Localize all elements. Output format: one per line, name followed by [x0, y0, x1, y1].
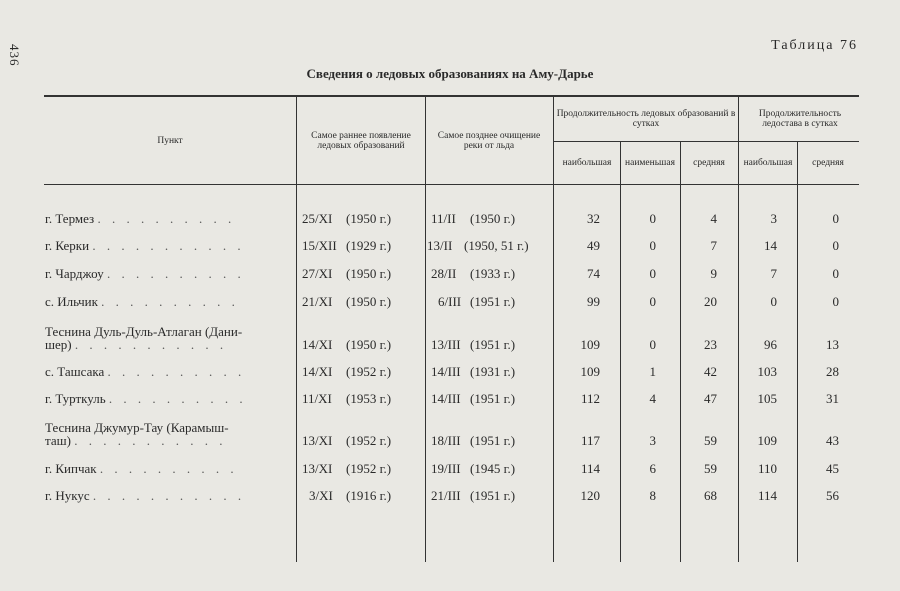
row-name: г. Керки . . . . . . . . . . . — [45, 238, 245, 253]
ice-avg: 47 — [704, 391, 717, 406]
ice-max: 112 — [580, 391, 600, 406]
table-label: Таблица 76 — [771, 38, 858, 53]
early-date: 3/XI — [309, 488, 333, 503]
header-ice-min: наименьшая — [625, 158, 675, 168]
ice-avg: 20 — [704, 294, 717, 309]
late-year: (1945 г.) — [470, 461, 516, 476]
header-ice-duration: Продолжительность ледовых образований в сутках — [556, 109, 736, 129]
early-date: 13/XI — [302, 461, 333, 476]
early-year: (1952 г.) — [346, 461, 392, 476]
freeze-max: 109 — [757, 433, 777, 448]
ice-max: 120 — [580, 488, 600, 503]
late-date: 13/III — [431, 337, 461, 352]
late-date: 13/II — [427, 238, 453, 253]
late-year: (1951 г.) — [470, 433, 516, 448]
early-date: 14/XI — [302, 364, 333, 379]
row-name: с. Ташсака . . . . . . . . . . — [45, 364, 246, 379]
early-year: (1953 г.) — [346, 391, 392, 406]
row-name: г. Турткуль . . . . . . . . . . — [45, 391, 247, 406]
header-freeze-avg: средняя — [812, 158, 844, 168]
late-year: (1951 г.) — [470, 337, 516, 352]
early-year: (1929 г.) — [346, 238, 392, 253]
late-date: 18/III — [431, 433, 461, 448]
header-ice-max: наибольшая — [562, 158, 612, 168]
header-freeze-max: наибольшая — [743, 158, 793, 168]
col-rule — [425, 96, 426, 562]
early-year: (1950 г.) — [346, 294, 392, 309]
late-date: 14/III — [431, 391, 461, 406]
freeze-avg: 0 — [832, 294, 839, 309]
freeze-max: 105 — [757, 391, 777, 406]
ice-avg: 42 — [704, 364, 717, 379]
freeze-avg: 13 — [826, 337, 839, 352]
late-date: 6/III — [438, 294, 462, 309]
freeze-max: 96 — [764, 337, 777, 352]
row-name-line2: таш) . . . . . . . . . . . — [45, 433, 227, 448]
early-year: (1952 г.) — [346, 433, 392, 448]
col-rule — [553, 96, 554, 562]
ice-min: 0 — [649, 211, 656, 226]
ice-avg: 59 — [704, 461, 717, 476]
freeze-avg: 45 — [826, 461, 839, 476]
early-date: 15/XII — [302, 238, 337, 253]
ice-min: 0 — [649, 294, 656, 309]
freeze-max: 110 — [757, 461, 777, 476]
ice-min: 0 — [649, 337, 656, 352]
freeze-avg: 31 — [826, 391, 839, 406]
row-name: г. Кипчак . . . . . . . . . . — [45, 461, 238, 476]
ice-min: 0 — [649, 238, 656, 253]
freeze-avg: 0 — [832, 266, 839, 281]
ice-max: 109 — [580, 337, 600, 352]
late-year: (1933 г.) — [470, 266, 516, 281]
row-name-line2: шер) . . . . . . . . . . . — [45, 337, 228, 352]
ice-max: 99 — [587, 294, 600, 309]
ice-avg: 4 — [710, 211, 717, 226]
row-name: г. Чарджоу . . . . . . . . . . — [45, 266, 245, 281]
late-date: 11/II — [431, 211, 456, 226]
ice-avg: 7 — [710, 238, 717, 253]
row-name: г. Термез . . . . . . . . . . — [45, 211, 236, 226]
header-latest: Самое позднее очищение реки от льда — [437, 130, 541, 151]
late-year: (1950 г.) — [470, 211, 516, 226]
late-year: (1951 г.) — [470, 488, 516, 503]
late-year: (1951 г.) — [470, 294, 516, 309]
ice-max: 49 — [587, 238, 600, 253]
early-date: 11/XI — [302, 391, 332, 406]
ice-max: 32 — [587, 211, 600, 226]
early-year: (1952 г.) — [346, 364, 392, 379]
freeze-avg: 0 — [832, 238, 839, 253]
early-date: 14/XI — [302, 337, 333, 352]
late-year: (1950, 51 г.) — [464, 238, 529, 253]
freeze-max: 103 — [757, 364, 777, 379]
early-date: 25/XI — [302, 211, 333, 226]
freeze-max: 7 — [770, 266, 777, 281]
header-point: Пункт — [157, 135, 183, 146]
freeze-max: 14 — [764, 238, 777, 253]
late-date: 28/II — [431, 266, 457, 281]
ice-avg: 59 — [704, 433, 717, 448]
row-name-line1: Теснина Дуль-Дуль-Атлаган (Дани- — [45, 324, 243, 339]
header-earliest: Самое раннее появление ледовых образований — [311, 130, 411, 151]
freeze-avg: 56 — [826, 488, 839, 503]
early-year: (1916 г.) — [346, 488, 392, 503]
early-year: (1950 г.) — [346, 266, 392, 281]
early-date: 21/XI — [302, 294, 333, 309]
ice-avg: 9 — [710, 266, 717, 281]
ice-min: 6 — [649, 461, 656, 476]
ice-min: 3 — [649, 433, 656, 448]
freeze-max: 114 — [757, 488, 777, 503]
early-date: 27/XI — [302, 266, 333, 281]
row-name: г. Нукус . . . . . . . . . . . — [45, 488, 246, 503]
late-date: 14/III — [431, 364, 461, 379]
ice-avg: 68 — [704, 488, 717, 503]
table-title: Сведения о ледовых образованиях на Аму-Дарье — [306, 66, 594, 81]
early-year: (1950 г.) — [346, 211, 392, 226]
ice-max: 114 — [580, 461, 600, 476]
late-year: (1931 г.) — [470, 364, 516, 379]
ice-max: 74 — [587, 266, 600, 281]
row-name: с. Ильчик . . . . . . . . . . — [45, 294, 239, 309]
ice-min: 4 — [649, 391, 656, 406]
early-date: 13/XI — [302, 433, 333, 448]
col-rule — [296, 96, 297, 562]
ice-max: 117 — [580, 433, 600, 448]
late-date: 19/III — [431, 461, 461, 476]
late-date: 21/III — [431, 488, 461, 503]
page-number: 436 — [7, 44, 22, 67]
ice-min: 0 — [649, 266, 656, 281]
freeze-max: 0 — [770, 294, 777, 309]
ice-min: 8 — [649, 488, 656, 503]
freeze-avg: 0 — [832, 211, 839, 226]
early-year: (1950 г.) — [346, 337, 392, 352]
header-bottom-rule — [44, 184, 859, 185]
row-name-line1: Теснина Джумур-Тау (Карамыш- — [45, 420, 229, 435]
freeze-max: 3 — [770, 211, 777, 226]
header-ice-avg: средняя — [693, 158, 725, 168]
freeze-avg: 28 — [826, 364, 839, 379]
ice-avg: 23 — [704, 337, 717, 352]
late-year: (1951 г.) — [470, 391, 516, 406]
freeze-avg: 43 — [826, 433, 839, 448]
ice-min: 1 — [649, 364, 656, 379]
ice-max: 109 — [580, 364, 600, 379]
header-freeze-duration: Продолжительность ледостава в сутках — [758, 109, 842, 129]
